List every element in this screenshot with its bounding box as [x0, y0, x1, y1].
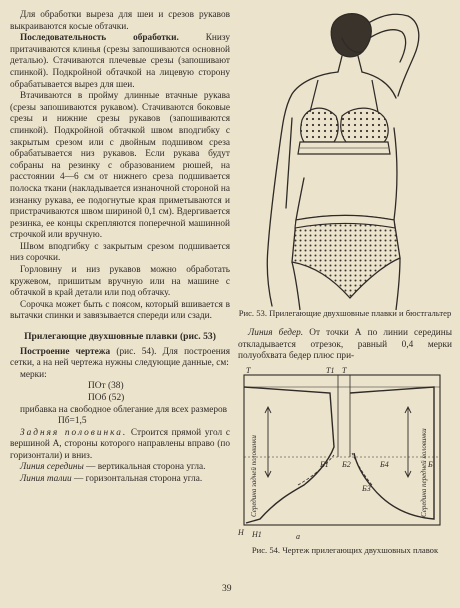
run-in-heading: Задняя половинка. — [20, 427, 128, 438]
axis-label-back: Середина задней половинки — [250, 434, 258, 517]
point-label: Н1 — [252, 529, 262, 539]
point-label: Т1 — [326, 366, 335, 375]
paragraph: прибавка на свободное облегание для всех размеров — [20, 404, 228, 415]
figure-53-caption: Рис. 53. Прилегающие двухшовные плавки и бюстгальтер — [238, 308, 452, 318]
run-in-heading: Последовательность обработки. — [20, 33, 179, 44]
paragraph: Для обработки выреза для шеи и срезов рукавов выкраиваются косые обтачки. — [10, 10, 230, 32]
section-title: Прилегающие двухшовные плавки (рис. 53) — [24, 331, 216, 343]
run-in-heading: Построение чертежа — [20, 346, 111, 357]
point-label: Б4 — [380, 459, 389, 469]
left-text-column — [10, 10, 230, 486]
paragraph: Линия талии — горизонтальная сторона угла. — [20, 474, 203, 485]
paragraph: Построение чертежа (рис. 54). Для построения сетки, а на ней чертежа нужны следующие данные, см: — [10, 346, 230, 369]
paragraph: Последовательность обработки. Книзу притачиваются клинья (срезы запошиваются основной деталью). Стачиваются плечевые срезы (запошивают спинкой). Подкройной обтачкой на лицевую сторону обрабатывается вырез для шеи. — [10, 33, 230, 90]
paragraph: Горловину и низ рукавов можно обработать кружевом, пришитым вручную или на машине с обтачкой в край детали или под обтачку. — [10, 265, 230, 299]
paragraph: Сорочка может быть с поясом, который вшивается в вытачки спинки и завязывается спереди или сзади. — [10, 299, 230, 322]
figure-53-illustration — [238, 8, 452, 310]
figure-54-caption: Рис. 54. Чертеж прилегающих двухшовных плавок — [251, 544, 439, 555]
run-in-heading: Линия середины — [20, 462, 84, 473]
formula: Пб=1,5 — [58, 416, 87, 427]
run-in-heading: Линия бедер. — [248, 328, 304, 338]
paragraph: Задняя половинка. Строится прямой угол с вершиной А, стороны которого направлены вправо (по горизонтали) и вниз. — [10, 427, 230, 461]
point-label: Т — [342, 366, 347, 375]
paragraph: Швом вподгибку с закрытым срезом подшивается низ сорочки. — [10, 241, 230, 264]
paragraph: Линия бедер. От точки А по линии середины откладывается отрезок, равный 0,4 мерки полуобхвата бедер плюс при- — [238, 328, 452, 362]
point-label: Б1 — [320, 459, 329, 469]
right-column — [238, 8, 452, 555]
paragraph: Втачиваются в пройму длинные втачные рукава (срезы запошиваются рукавом). Стачиваются боковые срезы и нижние срезы рукавов (запошиваются спинкой). Подкройной обтачкой швом вподгибку с закрытым срезом или с двойным подшивом среза обрабатывается низ рукавов. Если рукава будут собраны на резинку с образованием рюшей, на расстоянии 4—6 см от нижнего среза подшивается полоска ткани (накладывается изнаночной стороной на изнанку рукава, ее подогнутые края приметываются и пристрачиваются швом шириной 0,1 см). Вдергивается резинка, ее концы скрепляются поперечной машинной строчкой или вручную. — [10, 91, 230, 241]
figure-54-pattern-draft — [238, 367, 452, 543]
point-label: Б — [428, 459, 433, 469]
point-label: Т — [246, 366, 251, 375]
point-label: Б2 — [342, 459, 351, 469]
run-in-heading: Линия талии — [20, 474, 72, 485]
point-label: а — [296, 531, 300, 541]
point-label: Н — [238, 527, 244, 537]
axis-label-front: Середина передней половинки — [420, 428, 428, 517]
formula: ПОт (38) — [88, 381, 124, 392]
point-label: Б3 — [362, 483, 371, 493]
paragraph: мерки: — [20, 369, 47, 380]
formula: ПОб (52) — [88, 392, 125, 403]
paragraph: Линия середины — вертикальная сторона угла. — [20, 462, 206, 473]
page-number: 39 — [222, 583, 232, 594]
